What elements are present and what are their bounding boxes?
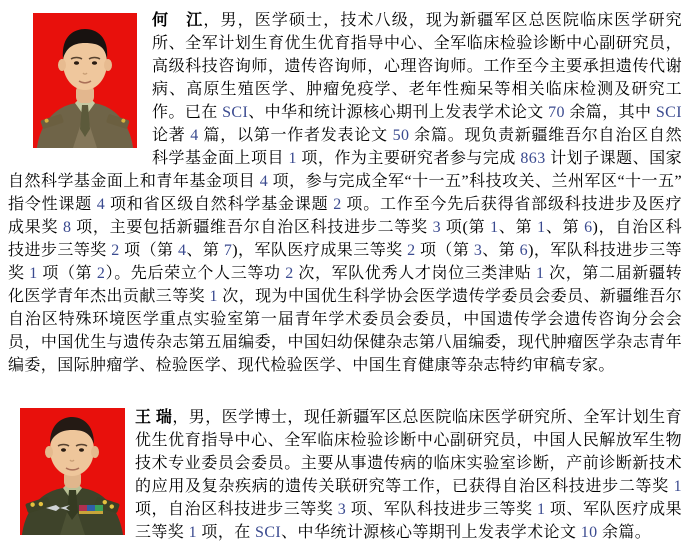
- portrait-illustration-he-jiang: [33, 13, 137, 148]
- person-name-he-jiang: 何 江: [152, 12, 204, 29]
- bio-text-wang-rui: ，男，医学博士，现任新疆军区总医院临床医学研究所、全军计划生育优生优育指导中心、全军临床检验诊断中心副研究员，中国人民解放军生物技术专业委员会委员。主要从事遗传病的临床实验室诊断，产前诊断新技术的应用及复杂疾病的遗传关联研究等工作，已获得自治区科技进步二等奖 1 项，自治区科技进步三等奖 3 项、军队科技进步三等奖 1 项、军队医疗成果三等奖 1 项，在 SCI、中华统计源核心等期刊上发表学术论文 10 余篇。: [135, 409, 682, 541]
- portrait-photo-he-jiang: [33, 13, 137, 148]
- bio-text-he-jiang: ，男，医学硕士，技术八级，现为新疆军区总医院临床医学研究所、全军计划生育优生优育指导中心、全军临床检验诊断中心副研究员，高级科技咨询师，遗传咨询师，心理咨询师。工作至今主要承担遗传代谢病、高原生殖医学、肿瘤免疫学、老年性痴呆等相关临床检测及研究工作。已在 SCI、中华和统计源核心期刊上发表学术论文 70 余篇，其中 SCI 论著 4 篇，以第一作者发表论文 50 余篇。现负责新疆维吾尔自治区自然科学基金面上项目 1 项，作为主要研究者参与完成 863 计划子课题、国家自然科学基金面上和青年基金项目 4 项，参与完成全军“十一五”科技攻关、兰州军区“十一五”指令性课题 4 项和省区级自然科学基金课题 2 项。工作至今先后获得省部级科技进步及医疗成果奖 8 项，主要包括新疆维吾尔自治区科技进步二等奖 3 项(第 1、第 1、第 6)，自治区科技进步三等奖 2 项（第 4、第 7)，军队医疗成果三等奖 2 项（第 3、第 6)，军队科技进步三等奖 1 项（第 2）。先后荣立个人三等功 2 次，军队优秀人才岗位三类津贴 1 次，第二届新疆转化医学青年杰出贡献三等奖 1 次，现为中国优生科学协会医学遗传学委员会委员、新疆维吾尔自治区特殊环境医学重点实验室第一届青年学术委员会委员，中国遗传学会遗传咨询分会会员，中国优生与遗传杂志第五届编委，中国妇幼保健杂志第八届编委，现代肿瘤医学杂志青年编委，国际肿瘤学、检验医学、现代检验医学、中国生育健康等杂志特约审稿专家。: [8, 12, 683, 374]
- person-name-wang-rui: 王 瑞: [135, 409, 173, 426]
- bio-paragraph-he-jiang: [8, 9, 682, 377]
- portrait-photo-wang-rui: [20, 408, 125, 535]
- portrait-illustration-wang-rui: [20, 408, 125, 535]
- bio-paragraph-wang-rui: [8, 406, 682, 544]
